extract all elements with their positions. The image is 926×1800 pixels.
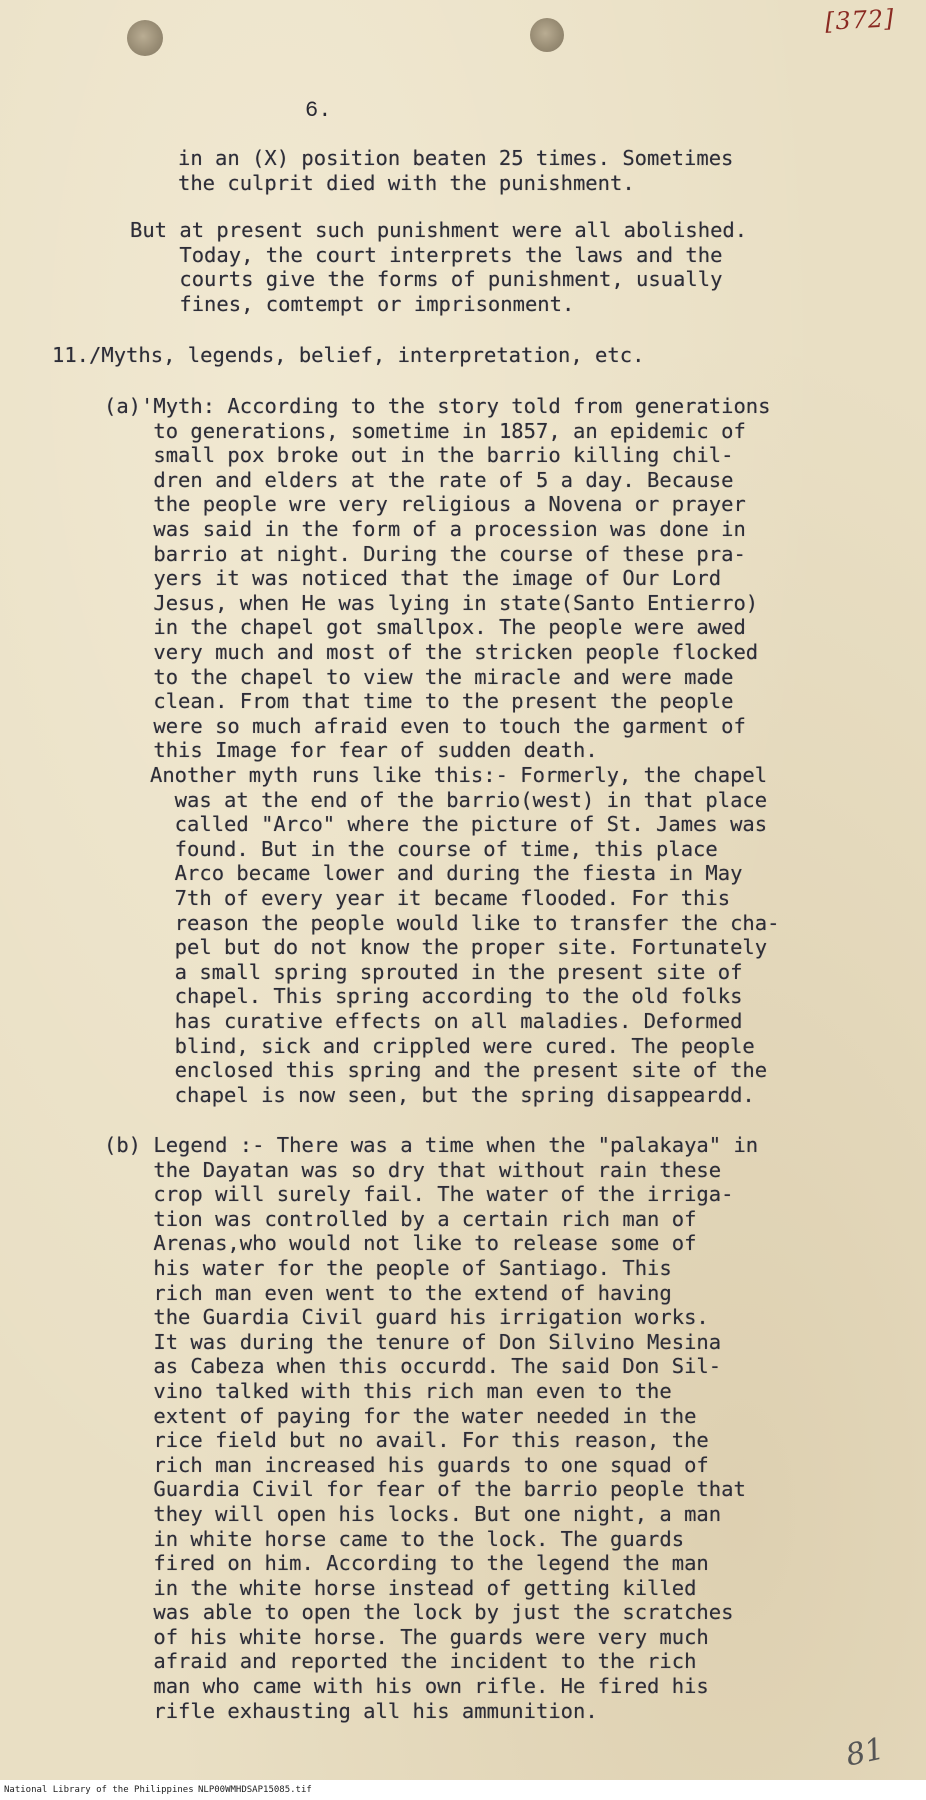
myth-chapel-paragraph: Another myth runs like this:- Formerly, the chapel was at the end of the barrio(west) in that place called "Arco" where the picture of St. James was found. But in the course of time, this place Arco became lower and during the fiesta in May 7th of every year it became flooded. For this reason the people would like to transfer the cha- pel but do not know the proper site. Fortunately a small spring sprouted in the present site of chapel. This spring according to the old folks has curative effects on all maladies. Deformed blind, sick and crippled were cured. The people enclosed this spring and the present site of the chapel is now seen, but the spring disappeardd. (150, 763, 780, 1107)
pencil-mark: 81 (842, 1731, 888, 1774)
section-heading-myths: 11./Myths, legends, belief, interpretation, etc. (52, 343, 645, 367)
page-number: 6. (305, 98, 332, 123)
paragraph-punishment-continued: in an (X) position beaten 25 times. Sometimes the culprit died with the punishment. (178, 146, 734, 195)
legend-white-horse-paragraph: (b) Legend :- There was a time when the "palakaya" in the Dayatan was so dry that without rain these crop will surely fail. The water of the irriga- tion was controlled by a certain rich man of Arenas,who would not like to release some of his water for the people of Santiago. This rich man even went to the extend of having the Guardia Civil guard his irrigation works. It was during the tenure of Don Silvino Mesina as Cabeza when this occurdd. The said Don Sil- vino talked with this rich man even to the extent of paying for the water needed in the rice field but no avail. For this reason, the rich man increased his guards to one squad of Guardia Civil for fear of the barrio people that they will open his locks. But one night, a man in white horse came to the lock. The guards fired on him. According to the legend the man in the white horse instead of getting killed was able to open the lock by just the scratches of his white horse. The guards were very much afraid and reported the incident to the rich man who came with his own rifle. He fired his rifle exhausting all his ammunition. (104, 1133, 759, 1723)
scan-footer (0, 1780, 926, 1800)
folio-number: [372] (824, 4, 896, 36)
myth-smallpox-paragraph: (a)'Myth: According to the story told from generations to generations, sometime in 1857, an epidemic of small pox broke out in the barrio killing chil- dren and elders at the rate of 5 a day. Because the people wre very religious a Novena or prayer was said in the form of a procession was done in barrio at night. During the course of these pra- yers it was noticed that the image of Our Lord Jesus, when He was lying in state(Santo Entierro) in the chapel got smallpox. The people were awed very much and most of the stricken people flocked to the chapel to view the miracle and were made clean. From that time to the present the people were so much afraid even to touch the garment of this Image for fear of sudden death. (104, 394, 771, 763)
punch-hole-left (127, 20, 163, 56)
footer-filename: NLP00WMHDSAP15085.tif (198, 1785, 312, 1795)
paragraph-present-punishment: But at present such punishment were all abolished. Today, the court interprets the laws and the courts give the forms of punishment, usually fines, comtempt or imprisonment. (130, 218, 748, 316)
footer-institution: National Library of the Philippines (4, 1785, 194, 1795)
punch-hole-center (530, 18, 564, 52)
